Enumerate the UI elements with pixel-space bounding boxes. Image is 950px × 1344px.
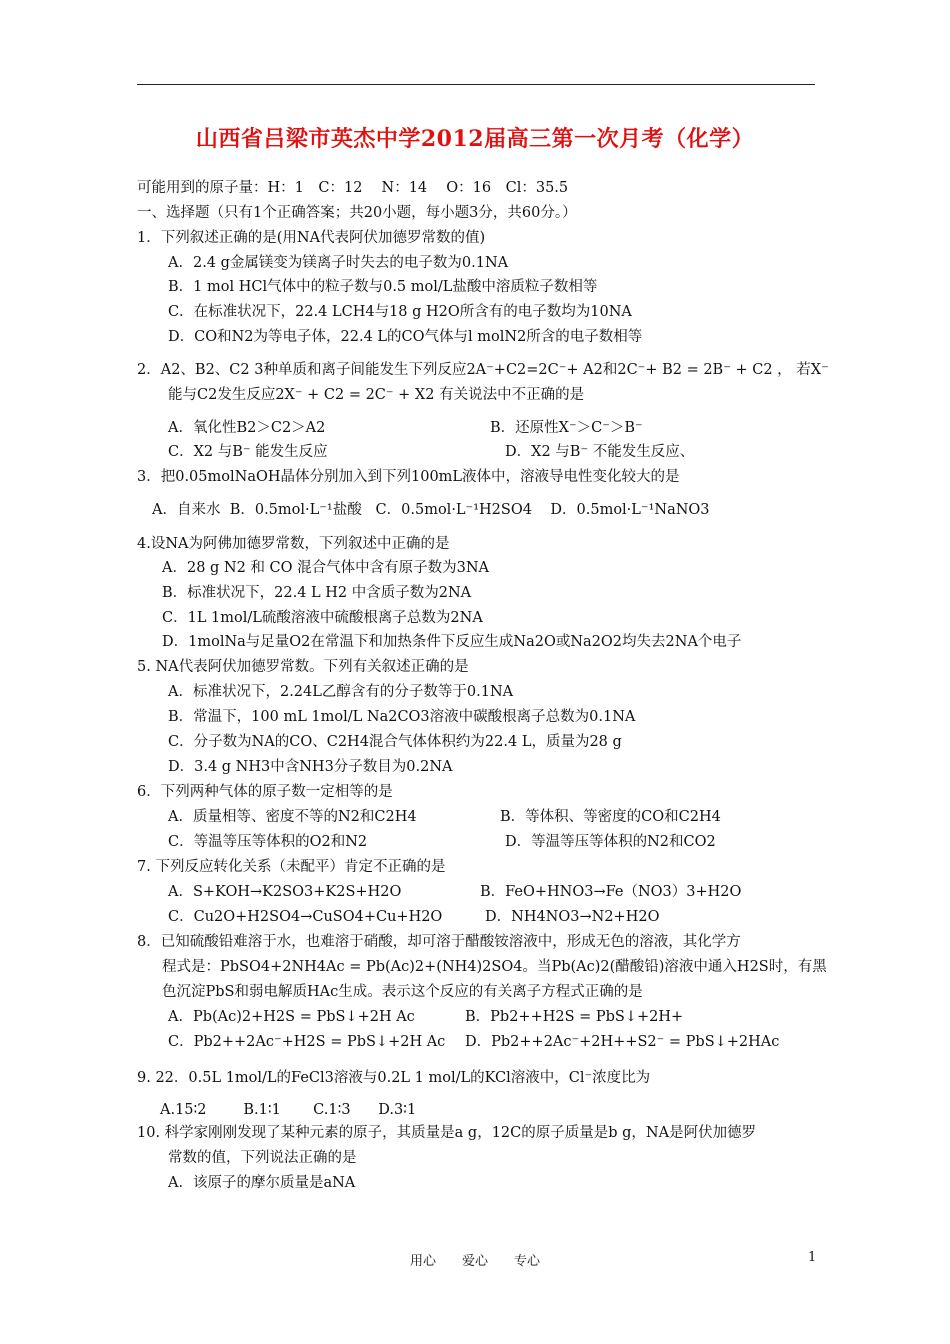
text-line: B．还原性X⁻＞C⁻＞B⁻ xyxy=(490,420,643,436)
text-line: D．等温等压等体积的N2和CO2 xyxy=(505,834,716,850)
text-line: A．氧化性B2＞C2＞A2 xyxy=(168,420,326,436)
text-line: A.15∶2 B.1∶1 C.1∶3 D.3∶1 xyxy=(160,1102,417,1118)
text-line: D．CO和N2为等电子体，22.4 L的CO气体与l molN2所含的电子数相等 xyxy=(168,329,643,345)
text-line: B．1 mol HCl气体中的粒子数与0.5 mol/L盐酸中溶质粒子数相等 xyxy=(168,279,598,295)
text-line: 3．把0.05molNaOH晶体分别加入到下列100mL液体中，溶液导电性变化较大的是 xyxy=(137,469,680,485)
page-number: 1 xyxy=(808,1250,817,1265)
text-line: A．2.4 g金属镁变为镁离子时失去的电子数为0.1NA xyxy=(168,255,509,271)
top-rule xyxy=(137,84,815,85)
text-line: B．Pb2++H2S = PbS↓+2H+ xyxy=(465,1009,684,1025)
text-line: 7. 下列反应转化关系（未配平）肯定不正确的是 xyxy=(137,859,446,875)
text-line: A．标准状况下，2.24L乙醇含有的分子数等于0.1NA xyxy=(168,684,514,700)
text-line: D．Pb2++2Ac⁻+2H++S2⁻ = PbS↓+2HAc xyxy=(465,1034,780,1050)
text-line: A．质量相等、密度不等的N2和C2H4 xyxy=(168,809,417,825)
text-line: 9. 22．0.5L 1mol/L的FeCl3溶液与0.2L 1 mol/L的KCl溶液中，Cl⁻浓度比为 xyxy=(137,1070,651,1086)
text-line: 5. NA代表阿伏加德罗常数。下列有关叙述正确的是 xyxy=(137,659,469,675)
text-line: A．Pb(Ac)2+H2S = PbS↓+2H Ac xyxy=(168,1009,415,1025)
text-line: B．标准状况下，22.4 L H2 中含质子数为2NA xyxy=(162,585,472,601)
text-line: 2．A2、B2、C2 3种单质和离子间能发生下列反应2A⁻+C2=2C⁻+ A2和2C⁻+ B2 = 2B⁻ + C2 ， 若X⁻ xyxy=(137,362,829,378)
text-line: B．常温下，100 mL 1mol/L Na2CO3溶液中碳酸根离子总数为0.1NA xyxy=(168,709,636,725)
text-line: D．NH4NO3→N2+H2O xyxy=(485,909,660,925)
text-line: D．3.4 g NH3中含NH3分子数目为0.2NA xyxy=(168,759,453,775)
text-line: 可能用到的原子量：H：1 C：12 N：14 O：16 Cl：35.5 xyxy=(137,180,569,196)
text-line: 4.设NA为阿佛加德罗常数，下列叙述中正确的是 xyxy=(137,536,450,552)
text-line: 一、选择题（只有1个正确答案；共20小题，每小题3分，共60分。） xyxy=(137,205,577,221)
text-line: C．在标准状况下，22.4 LCH4与18 g H2O所含有的电子数均为10NA xyxy=(168,304,632,320)
text-line: 8．已知硫酸铅难溶于水，也难溶于硝酸，却可溶于醋酸铵溶液中，形成无色的溶液，其化学方 xyxy=(137,934,741,950)
text-line: C．分子数为NA的CO、C2H4混合气体体积约为22.4 L，质量为28 g xyxy=(168,734,622,750)
text-line: A．该原子的摩尔质量是aNA xyxy=(168,1175,356,1191)
footer-text: 用心 爱心 专心 xyxy=(409,1254,540,1269)
text-line: 常数的值，下列说法正确的是 xyxy=(168,1150,357,1166)
text-line: 10. 科学家刚刚发现了某种元素的原子，其质量是a g，12C的原子质量是b g，NA是阿伏加德罗 xyxy=(137,1125,757,1141)
text-line: A．S+KOH→K2SO3+K2S+H2O xyxy=(168,884,402,900)
text-line: C．等温等压等体积的O2和N2 xyxy=(168,834,368,850)
text-line: C．1L 1mol/L硫酸溶液中硫酸根离子总数为2NA xyxy=(162,610,483,626)
text-line: 程式是：PbSO4+2NH4Ac = Pb(Ac)2+(NH4)2SO4。当Pb(Ac)2(醋酸铅)溶液中通入H2S时，有黑 xyxy=(162,959,827,975)
page-title: 山西省吕梁市英杰中学2012届高三第一次月考（化学） xyxy=(195,126,755,152)
text-line: C．Pb2++2Ac⁻+H2S = PbS↓+2H Ac xyxy=(168,1034,446,1050)
text-line: C．X2 与B⁻ 能发生反应 xyxy=(168,444,328,460)
text-line: B．FeO+HNO3→Fe（NO3）3+H2O xyxy=(480,884,742,900)
text-line: B．等体积、等密度的CO和C2H4 xyxy=(500,809,721,825)
text-line: A．28 g N2 和 CO 混合气体中含有原子数为3NA xyxy=(162,560,490,576)
text-line: A．自来水 B．0.5mol·L⁻¹盐酸 C．0.5mol·L⁻¹H2SO4 D．0.5mol·L⁻¹NaNO3 xyxy=(152,502,710,518)
text-line: 能与C2发生反应2X⁻ + C2 = 2C⁻ + X2 有关说法中不正确的是 xyxy=(168,387,585,403)
text-line: C．Cu2O+H2SO4→CuSO4+Cu+H2O xyxy=(168,909,443,925)
text-line: D．X2 与B⁻ 不能发生反应、 xyxy=(505,444,695,460)
text-line: 6．下列两种气体的原子数一定相等的是 xyxy=(137,784,393,800)
text-line: 色沉淀PbS和弱电解质HAc生成。表示这个反应的有关离子方程式正确的是 xyxy=(162,984,643,1000)
text-line: D．1molNa与足量O2在常温下和加热条件下反应生成Na2O或Na2O2均失去2NA个电子 xyxy=(162,634,742,650)
text-line: 1．下列叙述正确的是(用NA代表阿伏加德罗常数的值) xyxy=(137,230,486,246)
